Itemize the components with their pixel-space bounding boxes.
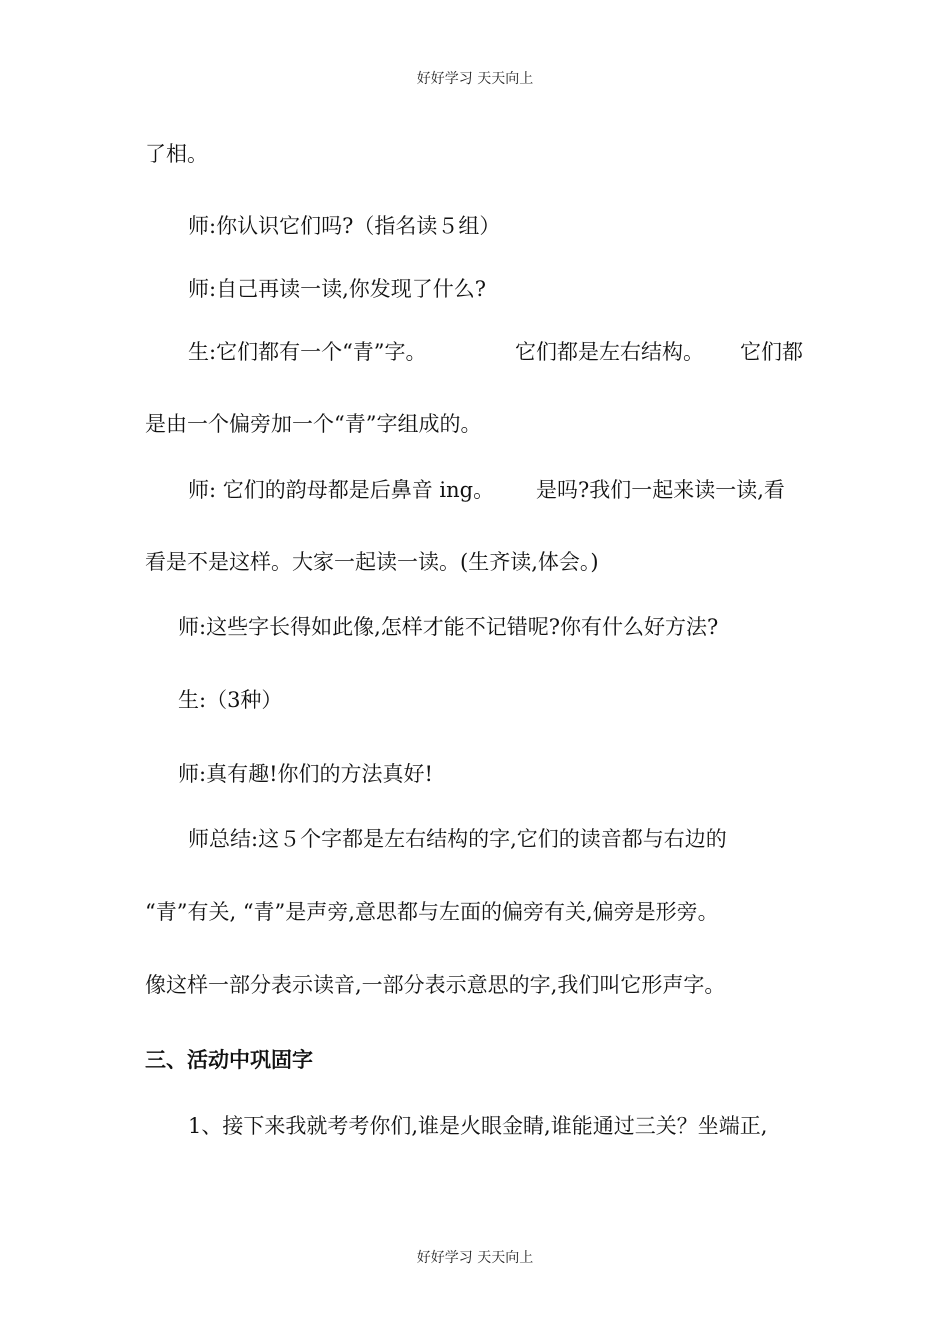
text-line: 师总结:这５个字都是左右结构的字,它们的读音都与右边的 xyxy=(188,827,727,851)
text-line: 它们都 xyxy=(740,340,803,364)
text-line: 师: 它们的韵母都是后鼻音 ing。 xyxy=(188,478,495,502)
text-line: 像这样一部分表示读音,一部分表示意思的字,我们叫它形声字。 xyxy=(145,973,726,997)
text-line: 它们都是左右结构。 xyxy=(515,340,704,364)
text-line: 师:自己再读一读,你发现了什么? xyxy=(188,277,487,301)
text-line: 看是不是这样。大家一起读一读。(生齐读,体会。) xyxy=(145,550,599,574)
text-line: 生:（3种） xyxy=(178,688,283,712)
text-line: 是吗?我们一起来读一读,看 xyxy=(536,478,785,502)
text-line: 了相。 xyxy=(145,142,208,166)
section-heading: 三、活动中巩固字 xyxy=(145,1048,313,1072)
text-line: 师:这些字长得如此像,怎样才能不记错呢?你有什么好方法? xyxy=(178,615,719,639)
text-line: 师:你认识它们吗?（指名读５组） xyxy=(188,214,501,238)
page-header: 好好学习 天天向上 xyxy=(416,71,534,87)
text-line: 师:真有趣!你们的方法真好! xyxy=(178,762,433,786)
text-line: “青”有关, “青”是声旁,意思都与左面的偏旁有关,偏旁是形旁。 xyxy=(145,900,719,924)
page-footer: 好好学习 天天向上 xyxy=(416,1250,534,1266)
text-line: 是由一个偏旁加一个“青”字组成的。 xyxy=(145,412,482,436)
text-line: 1、接下来我就考考你们,谁是火眼金睛,谁能通过三关？坐端正, xyxy=(188,1114,768,1138)
text-line: 生:它们都有一个“青”字。 xyxy=(188,340,427,364)
